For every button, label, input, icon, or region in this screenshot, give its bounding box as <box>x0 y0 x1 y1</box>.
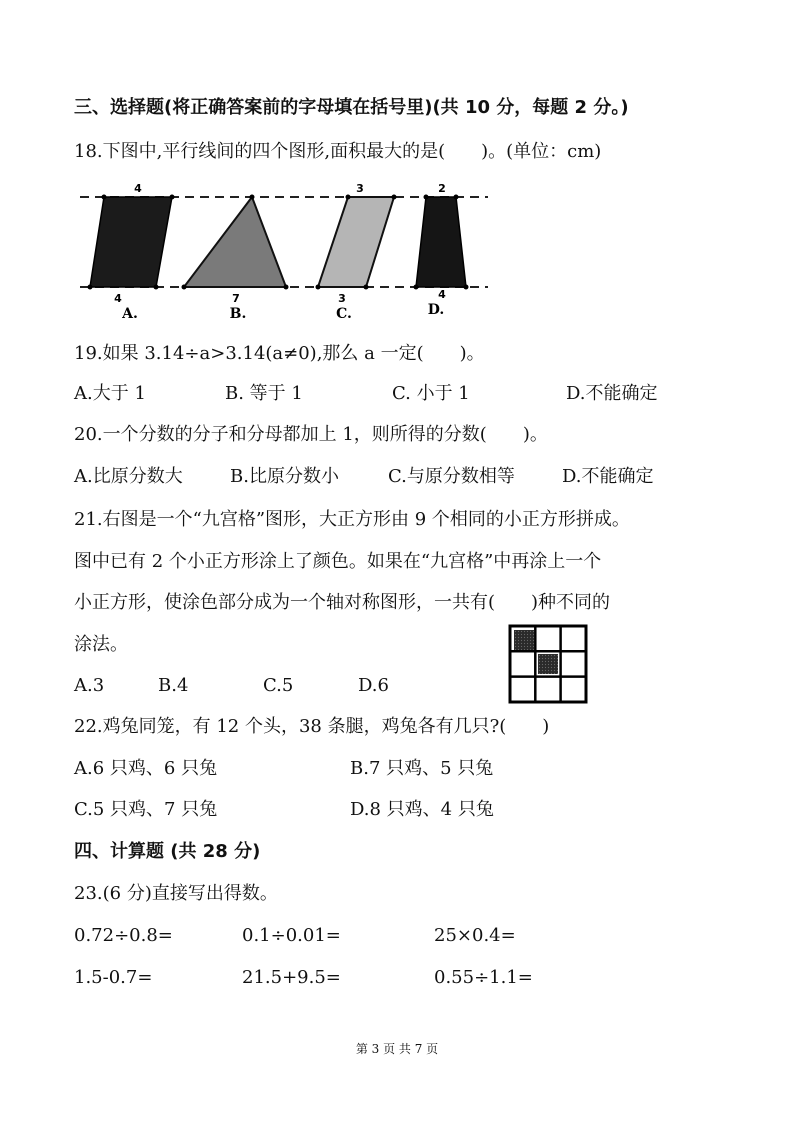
q22-option-a: A.6 只鸡、6 只兔 <box>74 758 218 779</box>
q21-option-a: A.3 <box>74 675 105 696</box>
label-c-top: 3 <box>356 182 364 195</box>
q21-option-d: D.6 <box>358 675 389 696</box>
letter-d: D. <box>427 302 445 318</box>
q19-option-a: A.大于 1 <box>74 383 146 404</box>
q21-option-b: B.4 <box>158 675 189 696</box>
label-a-top: 4 <box>134 182 142 195</box>
question-21-line-2: 图中已有 2 个小正方形涂上了颜色。如果在“九宫格”中再涂上一个 <box>74 551 602 572</box>
question-23: 23.(6 分)直接写出得数。 <box>74 883 278 904</box>
q19-option-c: C. 小于 1 <box>392 383 470 404</box>
letter-b: B. <box>229 306 247 322</box>
nine-grid <box>508 624 588 704</box>
calc-item-4: 1.5-0.7= <box>74 967 153 988</box>
letter-a: A. <box>122 306 138 322</box>
section4-title: 四、计算题 (共 28 分) <box>74 841 261 862</box>
q21-option-c: C.5 <box>263 675 294 696</box>
shape-c-parallelogram <box>318 197 394 287</box>
question-21-line-4: 涂法。 <box>74 634 128 655</box>
shape-a-parallelogram <box>90 197 172 287</box>
question-22: 22.鸡兔同笼，有 12 个头，38 条腿，鸡兔各有几只?( ) <box>74 716 550 737</box>
calc-item-2: 0.1÷0.01= <box>242 925 341 946</box>
label-d-bottom: 4 <box>438 288 446 301</box>
grid-cell-shaded-1 <box>514 630 534 650</box>
q22-option-d: D.8 只鸡、4 只兔 <box>350 799 494 820</box>
question-20: 20.一个分数的分子和分母都加上 1，则所得的分数( )。 <box>74 424 548 445</box>
q20-option-c: C.与原分数相等 <box>388 466 515 487</box>
section3-title: 三、选择题(将正确答案前的字母填在括号里)(共 10 分，每题 2 分。) <box>74 97 629 118</box>
q20-option-b: B.比原分数小 <box>230 466 339 487</box>
q22-option-b: B.7 只鸡、5 只兔 <box>350 758 494 779</box>
calc-item-1: 0.72÷0.8= <box>74 925 173 946</box>
calc-item-5: 21.5+9.5= <box>242 967 341 988</box>
question-21-line-3: 小正方形，使涂色部分成为一个轴对称图形，一共有( )种不同的 <box>74 592 611 613</box>
q20-option-d: D.不能确定 <box>562 466 654 487</box>
label-a-bottom: 4 <box>114 292 122 305</box>
calc-item-6: 0.55÷1.1= <box>434 967 533 988</box>
page-footer: 第 3 页 共 7 页 <box>355 1042 439 1056</box>
label-b-bottom: 7 <box>232 292 240 305</box>
question-19: 19.如果 3.14÷a>3.14(a≠0),那么 a 一定( )。 <box>74 343 485 364</box>
label-c-bottom: 3 <box>338 292 346 305</box>
q20-option-a: A.比原分数大 <box>74 466 183 487</box>
grid-cell-shaded-2 <box>538 654 558 674</box>
q19-option-b: B. 等于 1 <box>225 383 303 404</box>
shape-b-triangle <box>184 197 286 287</box>
letter-c: C. <box>336 306 352 322</box>
question-21-line-1: 21.右图是一个“九宫格”图形，大正方形由 9 个相同的小正方形拼成。 <box>74 509 630 530</box>
shape-d-trapezoid <box>416 197 466 287</box>
question-18: 18.下图中,平行线间的四个图形,面积最大的是( )。(单位：cm) <box>74 141 602 162</box>
q22-option-c: C.5 只鸡、7 只兔 <box>74 799 218 820</box>
q18-figure <box>74 180 494 325</box>
calc-item-3: 25×0.4= <box>434 925 516 946</box>
q19-option-d: D.不能确定 <box>566 383 658 404</box>
label-d-top: 2 <box>438 182 446 195</box>
